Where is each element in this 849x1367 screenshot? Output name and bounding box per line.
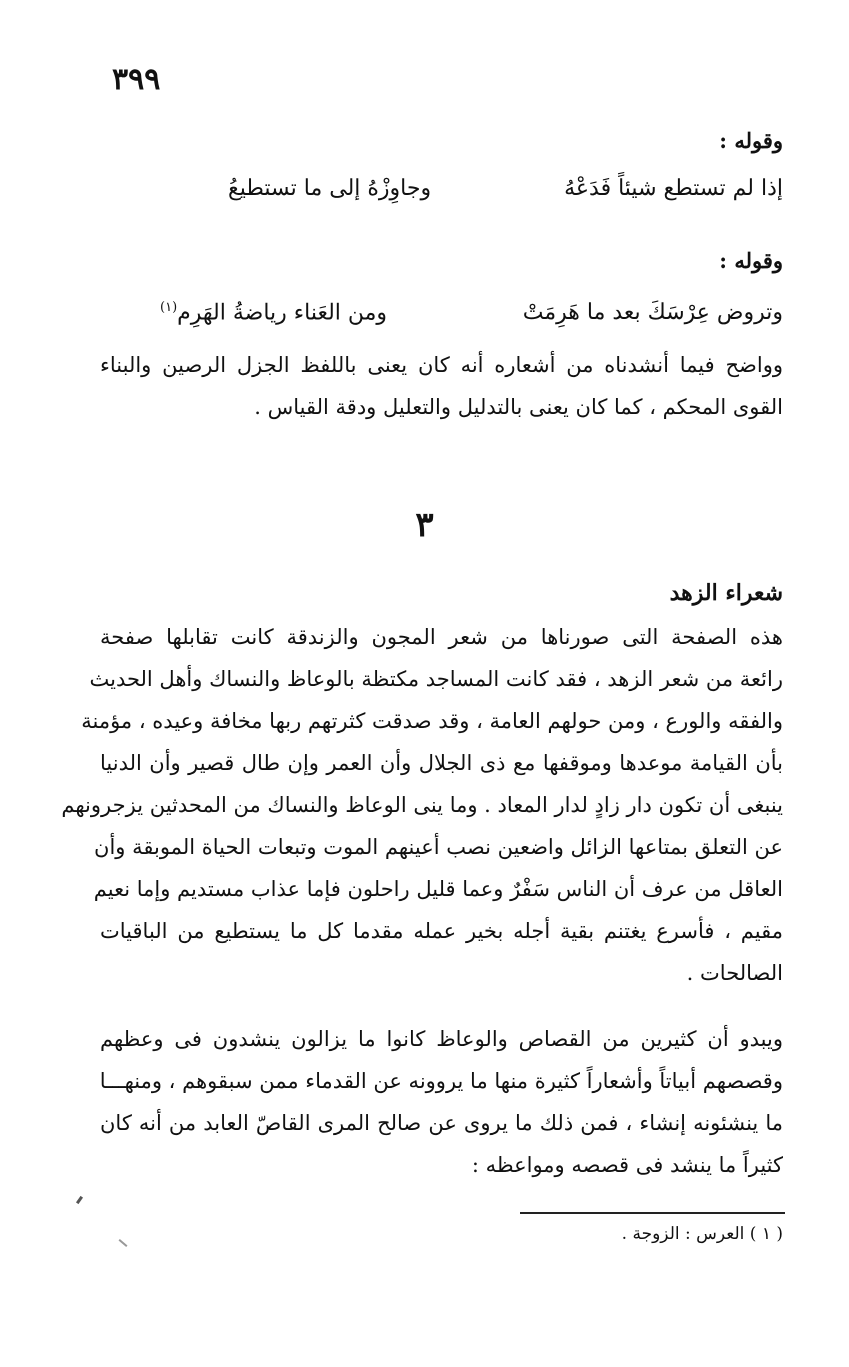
paragraph-line: وواضح فيما أنشدناه من أشعاره أنه كان يعنى باللفظ الجزل الرصين والبناء — [100, 353, 783, 377]
footnote-separator — [520, 1212, 785, 1214]
verse-2-second-hemistich-text: ومن العَناء رياضةُ الهَرِم — [177, 300, 388, 326]
paragraph-line: ينبغى أن تكون دار زادٍ لدار المعاد . وما ينى الوعاظ والنساك من المحدثين يزجرونهم — [61, 793, 783, 817]
scan-speck — [119, 1239, 128, 1247]
section-heading: شعراء الزهد — [669, 580, 783, 606]
quote-label-2: وقوله : — [719, 248, 783, 273]
paragraph-line: بأن القيامة موعدها وموقفها مع ذى الجلال وأن العمر وإن طال قصير وأن الدنيا — [100, 751, 783, 775]
paragraph-line: العاقل من عرف أن الناس سَفْرٌ وعما قليل راحلون فإما عذاب مستديم وإما نعيم — [93, 877, 783, 901]
verse-2-first-hemistich: وتروض عِرْسَكَ بعد ما هَرِمَتْ — [522, 300, 783, 325]
page-number: ٣٩٩ — [112, 62, 161, 97]
paragraph-line: القوى المحكم ، كما كان يعنى بالتدليل والتعليل ودقة القياس . — [254, 395, 783, 419]
paragraph-line: هذه الصفحة التى صورناها من شعر المجون والزندقة كانت تقابلها صفحة — [100, 625, 783, 649]
footnote-text: ( ١ ) العرس : الزوجة . — [621, 1224, 783, 1244]
scan-speck — [76, 1196, 83, 1204]
paragraph-line: الصالحات . — [686, 961, 783, 985]
paragraph-line: وقصصهم أبياتاً وأشعاراً كثيرة منها ما يروونه عن القدماء ممن سبقوهم ، ومنهـــا — [99, 1069, 783, 1093]
paragraph-line: مقيم ، فأسرع يغتنم بقية أجله بخير عمله مقدما كل ما يستطيع من الباقيات — [100, 919, 783, 943]
section-number: ٣ — [415, 505, 434, 545]
paragraph-line: عن التعلق بمتاعها الزائل واضعين نصب أعينهم الموت وتبعات الحياة الموبقة وأن — [94, 835, 783, 859]
paragraph-line: كثيراً ما ينشد فى قصصه ومواعظه : — [471, 1153, 783, 1177]
paragraph-line: ما ينشئونه إنشاء ، فمن ذلك ما يروى عن صالح المرى القاصّ العابد من أنه كان — [100, 1111, 783, 1135]
paragraph-line: ويبدو أن كثيرين من القصاص والوعاظ كانوا ما يزالون ينشدون فى وعظهم — [100, 1027, 783, 1051]
quote-label-1: وقوله : — [719, 128, 783, 153]
verse-1-second-hemistich: وجاوِزْهُ إلى ما تستطيعُ — [228, 176, 432, 201]
paragraph-line: والفقه والورع ، ومن حولهم العامة ، وقد صدقت كثرتهم ربها مخافة وعيده ، مؤمنة — [81, 709, 783, 733]
paragraph-line: رائعة من شعر الزهد ، فقد كانت المساجد مكتظة بالوعاظ والنساك وأهل الحديث — [89, 667, 783, 691]
footnote-marker: (١) — [160, 300, 178, 315]
verse-2-second-hemistich — [160, 300, 387, 325]
verse-1-first-hemistich: إذا لم تستطع شيئاً فَدَعْهُ — [564, 176, 783, 201]
